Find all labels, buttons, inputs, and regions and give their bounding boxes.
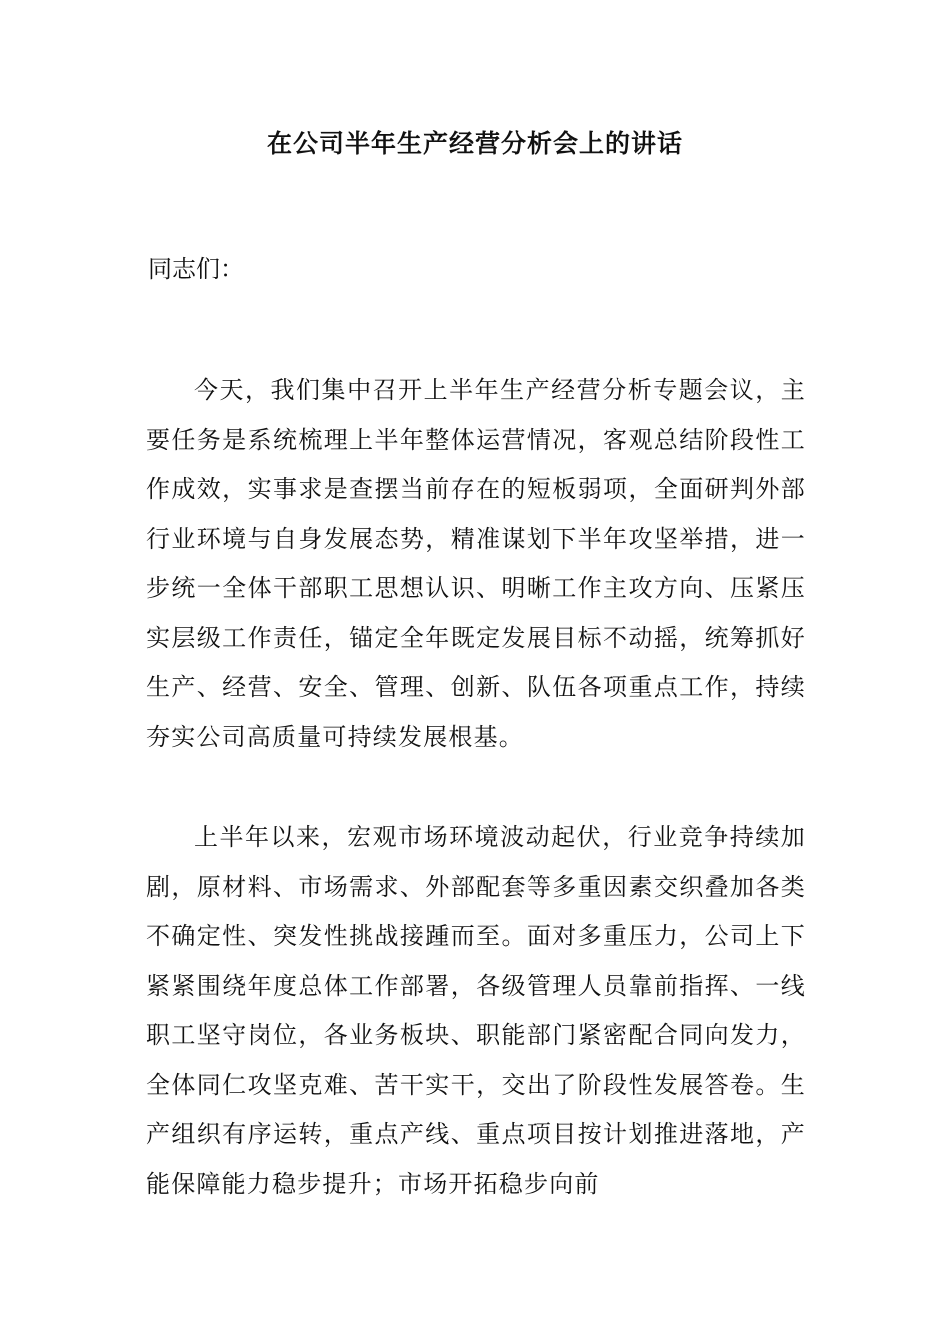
body-paragraph-1: 今天，我们集中召开上半年生产经营分析专题会议，主要任务是系统梳理上半年整体运营情况，客观总结阶段性工作成效，实事求是查摆当前存在的短板弱项，全面研判外部行业环境与自身发展态势，精准谋划下半年攻坚举措，进一步统一全体干部职工思想认识、明晰工作主攻方向、压紧压实层级工作责任，锚定全年既定发展目标不动摇，统筹抓好生产、经营、安全、管理、创新、队伍各项重点工作，持续夯实公司高质量可持续发展根基。 [146,376,806,751]
salutation: 同志们： [148,255,244,283]
document-title: 在公司半年生产经营分析会上的讲话 [266,129,683,158]
body-paragraph-2: 上半年以来，宏观市场环境波动起伏，行业竞争持续加剧，原材料、市场需求、外部配套等多重因素交织叠加各类不确定性、突发性挑战接踵而至。面对多重压力，公司上下紧紧围绕年度总体工作部署，各级管理人员靠前指挥、一线职工坚守岗位，各业务板块、职能部门紧密配合同向发力，全体同仁攻坚克难、苦干实干，交出了阶段性发展答卷。生产组织有序运转，重点产线、重点项目按计划推进落地，产能保障能力稳步提升；市场开拓稳步向前 [146,823,806,1198]
